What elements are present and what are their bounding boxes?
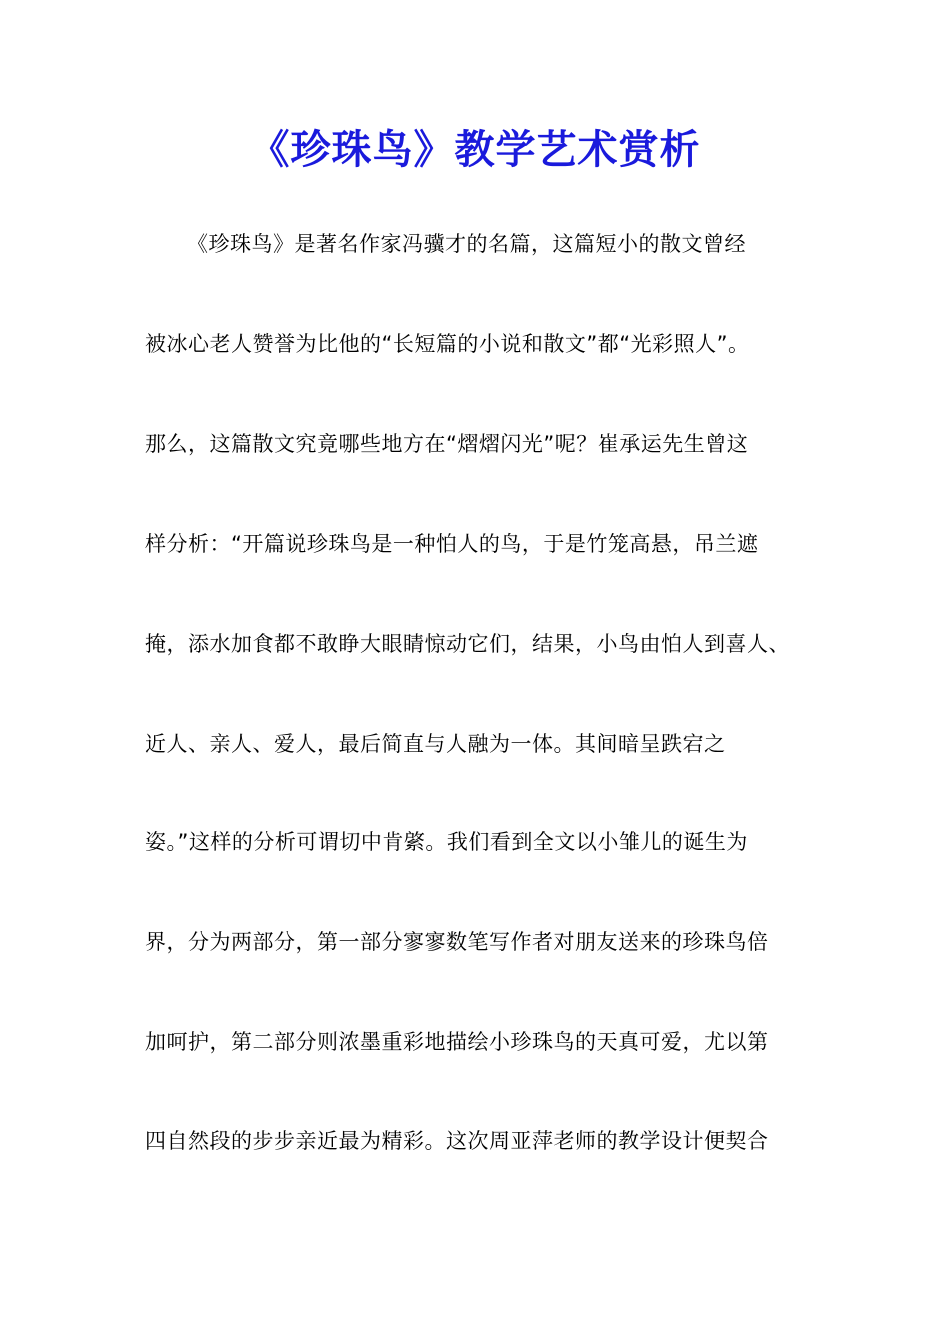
- paragraph-line: 掩，添水加食都不敢睁大眼睛惊动它们，结果，小鸟由怕人到喜人、: [145, 632, 790, 656]
- paragraph-line: 那么，这篇散文究竟哪些地方在“熠熠闪光”呢？崔承运先生曾这: [145, 432, 749, 456]
- paragraph-line: 《珍珠鸟》是著名作家冯骥才的名篇，这篇短小的散文曾经: [187, 232, 746, 256]
- document-title: 《珍珠鸟》教学艺术赏析: [249, 126, 701, 173]
- paragraph-line: 四自然段的步步亲近最为精彩。这次周亚萍老师的教学设计便契合: [145, 1129, 769, 1153]
- paragraph-line: 被冰心老人赞誉为比他的“长短篇的小说和散文”都“光彩照人”。: [145, 332, 750, 356]
- paragraph-line: 界，分为两部分，第一部分寥寥数笔写作者对朋友送来的珍珠鸟倍: [145, 930, 769, 954]
- paragraph-line: 姿。”这样的分析可谓切中肯綮。我们看到全文以小雏儿的诞生为: [145, 830, 748, 854]
- paragraph-line: 近人、亲人、爱人，最后简直与人融为一体。其间暗呈跌宕之: [145, 732, 726, 756]
- paragraph-line: 加呵护，第二部分则浓墨重彩地描绘小珍珠鸟的天真可爱，尤以第: [145, 1030, 769, 1054]
- paragraph-line: 样分析：“开篇说珍珠鸟是一种怕人的鸟，于是竹笼高悬，吊兰遮: [145, 532, 759, 556]
